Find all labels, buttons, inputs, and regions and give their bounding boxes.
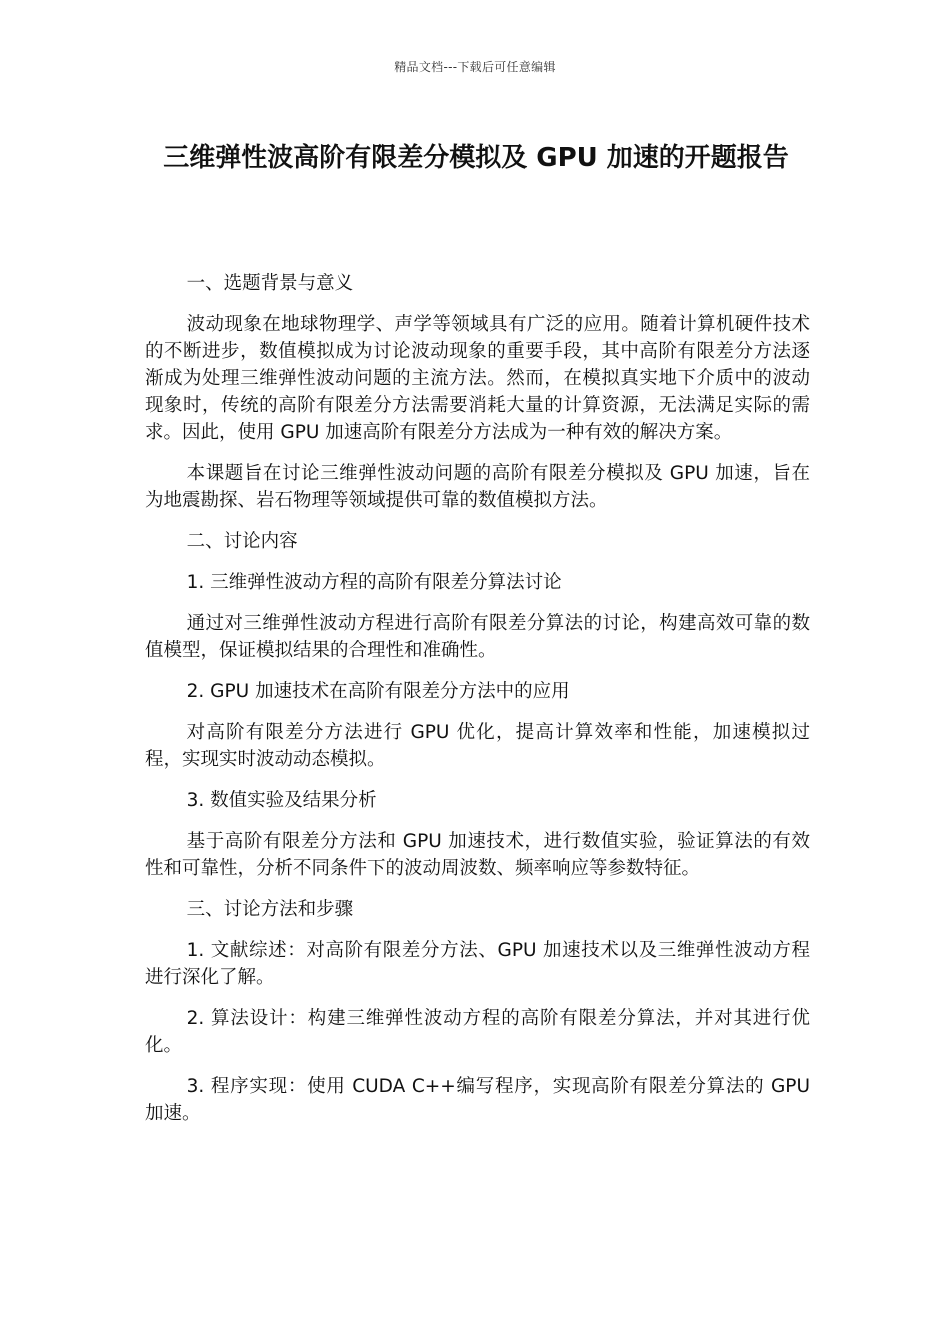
- paragraph-experiments: 基于高阶有限差分方法和 GPU 加速技术，进行数值实验，验证算法的有效性和可靠性，分析不同条件下的波动周波数、频率响应等参数特征。: [145, 831, 810, 879]
- document-body: [145, 270, 810, 1141]
- paragraph-algorithm: 通过对三维弹性波动方程进行高阶有限差分算法的讨论，构建高效可靠的数值模型，保证模拟结果的合理性和准确性。: [145, 613, 810, 661]
- step-algorithm-design: 2. 算法设计：构建三维弹性波动方程的高阶有限差分算法，并对其进行优化。: [145, 1008, 810, 1056]
- document-title: 三维弹性波高阶有限差分模拟及 GPU 加速的开题报告: [163, 143, 789, 173]
- header-note: 精品文档---下载后可任意编辑: [394, 60, 556, 74]
- subheading-gpu: 2. GPU 加速技术在高阶有限差分方法中的应用: [186, 681, 570, 702]
- step-literature-review: 1. 文献综述：对高阶有限差分方法、GPU 加速技术以及三维弹性波动方程进行深化了解。: [145, 940, 810, 988]
- section-heading-methods: 三、讨论方法和步骤: [186, 899, 354, 920]
- subheading-experiments: 3. 数值实验及结果分析: [186, 790, 377, 811]
- section-heading-content: 二、讨论内容: [186, 531, 298, 552]
- paragraph-background: 波动现象在地球物理学、声学等领域具有广泛的应用。随着计算机硬件技术的不断进步，数值模拟成为讨论波动现象的重要手段，其中高阶有限差分方法逐渐成为处理三维弹性波动问题的主流方法。然而，在模拟真实地下介质中的波动现象时，传统的高阶有限差分方法需要消耗大量的计算资源，无法满足实际的需求。因此，使用 GPU 加速高阶有限差分方法成为一种有效的解决方案。: [145, 314, 810, 443]
- paragraph-gpu: 对高阶有限差分方法进行 GPU 优化，提高计算效率和性能，加速模拟过程，实现实时波动动态模拟。: [145, 722, 810, 770]
- subheading-algorithm: 1. 三维弹性波动方程的高阶有限差分算法讨论: [186, 572, 562, 593]
- section-heading-background: 一、选题背景与意义: [186, 273, 354, 294]
- step-implementation: 3. 程序实现：使用 CUDA C++编写程序，实现高阶有限差分算法的 GPU 加速。: [145, 1076, 810, 1124]
- paragraph-purpose: 本课题旨在讨论三维弹性波动问题的高阶有限差分模拟及 GPU 加速，旨在为地震勘探、岩石物理等领域提供可靠的数值模拟方法。: [145, 463, 810, 511]
